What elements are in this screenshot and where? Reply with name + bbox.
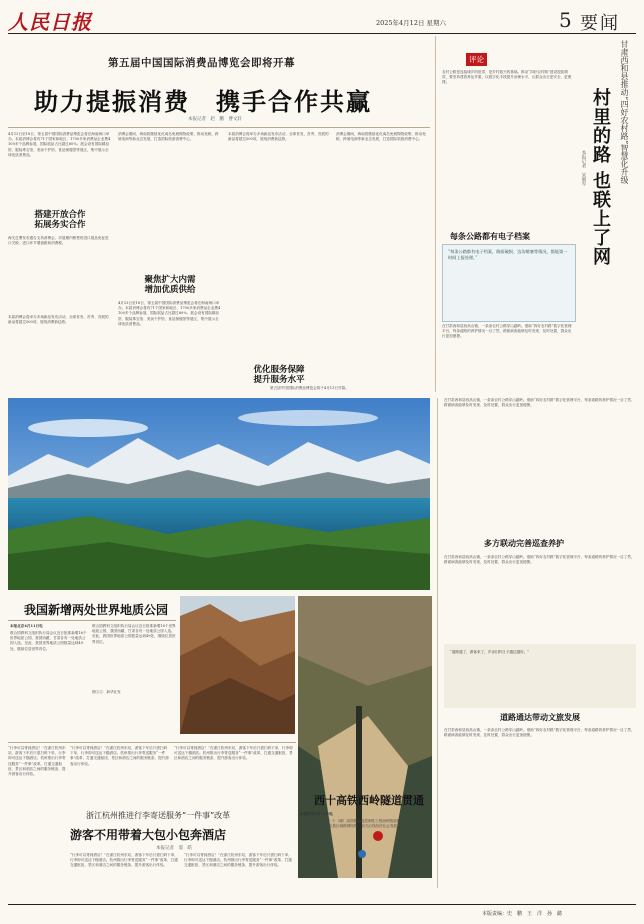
- geopark-dateline: 本报北京4月11日电: [10, 624, 43, 628]
- side-subheading-2: 多方联动完善巡查养护: [484, 538, 564, 548]
- page-editors: 本版责编：史 鹏 王 洋 孙 懿: [482, 911, 563, 917]
- side-story-label: 甘肃西和县推动“四好农村路”智慧化升级: [620, 40, 629, 185]
- side-paragraph-2: 在甘肃西和县西高山镇，一条条农村公路穿山越岭。借助“四好农村路”数字化管理平台，每条道路的养护情况一目了然，路面病害能够及时发现、及时处置，群众出行更加便捷。: [444, 398, 635, 408]
- lead-paragraph-4: 消博会期间，海南将继续优化离岛免税购物政策，推动免税、跨境电商等新业态发展，打造国际旅游消费中心。: [118, 132, 219, 142]
- lead-kicker: 第五届中国国际消费品博览会即将开幕: [108, 57, 295, 69]
- geopark-text-2: 联合国教科文组织执行局会议近日批准新增16个世界地质公园，我国西藏、甘肃各有一处地质公园入选。至此，我国世界地质公园数量达到49处，继续位居世界首位。: [92, 624, 176, 644]
- side-quote-text-2: “道路通了，游客来了，乡亲们的日子越过越好。”: [450, 650, 530, 654]
- side-story-byline: 本报记者 宋朝军: [581, 150, 586, 186]
- side-quote-text: “每条公路都有电子档案，路面破损、边沟堵塞等情况，都能第一时间上报处理。”: [448, 249, 568, 260]
- geopark-headline: 我国新增两处世界地质公园: [24, 603, 169, 617]
- side-paragraph-4: 在甘肃西和县西高山镇，一条条农村公路穿山越岭。借助“四好农村路”数字化管理平台，每条道路的养护情况一目了然，路面病害能够及时发现、及时处置，群众出行更加便捷。: [444, 728, 635, 738]
- side-subheading-3: 道路通达带动文旅发展: [500, 712, 580, 722]
- side-paragraph-3: 在甘肃西和县西高山镇，一条条农村公路穿山越岭。借助“四好农村路”数字化管理平台，每条道路的养护情况一目了然，路面病害能够及时发现、及时处置，群众出行更加便捷。: [444, 555, 635, 565]
- zhejiang-byline: 本报记者 窦 皓: [156, 846, 192, 851]
- zhejiang-headline: 游客不用带着大包小包奔酒店: [70, 828, 227, 842]
- geopark-photo-credit: 图①②：新华社发: [92, 690, 121, 694]
- zhejiang-text-1: “行李可以寄到酒店！”在浙江杭州东站，游客下车后只需扫码下单，行李即可送达下榻酒店。杭州推出行李寄送服务“一件事”改革，打通交通枢纽、景区和酒店之间的服务链条，提升游客出行体验。: [70, 853, 178, 868]
- lead-paragraph-1: 4月13日至18日，第五届中国国际消费品博览会将在海南海口举办。本届消博会将有71个国家和地区、1700多家消费品企业携4100多个品牌参展，国际展品占比超过60%。展会设有国际精品馆、服装珠宝馆、美妆个护馆、食品保健馆等展区，集中展示全球优质消费品。: [8, 132, 111, 157]
- lead-headline: 助力提振消费 携手合作共赢: [34, 87, 372, 116]
- lead-byline: 本报记者 赵 鹏 曹文轩: [188, 117, 242, 122]
- lead-paragraph-6: 本届消博会将举办多场新品发布活动，全球首发、首秀、首展的新品将超过500项，展现消费新趋势。: [228, 132, 329, 142]
- zhejiang-text-right: “行李可以寄到酒店！”在浙江杭州东站，游客下车后只需扫码下单，行李即可送达下榻酒店。杭州推出行李寄送服务“一件事”改革，打通交通枢纽、景区和酒店之间的服务链条，提升游客出行体验。: [174, 746, 293, 761]
- zhejiang-text-lead: “行李可以寄到酒店！”在浙江杭州东站，游客下车后只需扫码下单，行李即可送达下榻酒店。杭州推出行李寄送服务“一件事”改革，打通交通枢纽、景区和酒店之间的服务链条，提升游客出行体验。: [8, 746, 66, 777]
- side-story-title: 村里的路 也联上了网: [590, 88, 611, 267]
- geopark-text-1: 联合国教科文组织执行局会议近日批准新增16个世界地质公园，我国西藏、甘肃各有一处地质公园入选。至此，我国世界地质公园数量达到49处，继续位居世界首位。: [10, 631, 87, 651]
- masthead-logo: 人民日报: [8, 10, 92, 34]
- commentary-tag: 评论: [466, 53, 487, 66]
- lead-paragraph-2: 海关总署发布通告支持消博会，对展期内销售的进口展品免征进口关税、进口环节增值税和消费税。: [8, 236, 109, 246]
- page-section-name: 要闻: [580, 13, 620, 34]
- lead-note: 第五届中国国际消费品博览会将于4月13日开幕。: [270, 386, 349, 390]
- page-number: 5: [559, 8, 572, 32]
- lead-paragraph-5: 4月13日至18日，第五届中国国际消费品博览会将在海南海口举办。本届消博会将有71个国家和地区、1700多家消费品企业携4100多个品牌参展，国际展品占比超过60%。展会设有国际精品馆、服装珠宝馆、美妆个护馆、食品保健馆等展区，集中展示全球优质消费品。: [118, 301, 221, 326]
- rail-text: 4月11日，西（安）十（堰）高铁陕西段控制性工程西岭隧道顺利贯通。西十高铁建成后，将进一步完善区域路网结构，助力沿线经济社会发展。: [300, 819, 430, 829]
- lake-landscape-image: [8, 398, 430, 590]
- lake-landscape-photo: [8, 398, 430, 590]
- lead-subheading-1: 搭建开放合作 拓展务实合作: [34, 210, 86, 230]
- lead-paragraph-3: 本届消博会将举办多场新品发布活动，全球首发、首秀、首展的新品将超过500项，展现消费新趋势。: [8, 315, 109, 325]
- zhejiang-text-2: “行李可以寄到酒店！”在浙江杭州东站，游客下车后只需扫码下单，行李即可送达下榻酒店。杭州推出行李寄送服务“一件事”改革，打通交通枢纽、景区和酒店之间的服务链条，提升游客出行体验。: [184, 853, 292, 868]
- issue-date: 2025年4月12日 星期六: [376, 19, 447, 27]
- lead-paragraph-7: 消博会期间，海南将继续优化离岛免税购物政策，推动免税、跨境电商等新业态发展，打造国际旅游消费中心。: [336, 132, 426, 142]
- zhejiang-text-mid: “行李可以寄到酒店！”在浙江杭州东站，游客下车后只需扫码下单，行李即可送达下榻酒店。杭州推出行李寄送服务“一件事”改革，打通交通枢纽、景区和酒店之间的服务链条，提升游客出行体验。: [70, 746, 169, 766]
- zhejiang-kicker: 浙江杭州推进行李寄送服务“一件事”改革: [86, 811, 231, 820]
- side-paragraph-1: 在甘肃西和县西高山镇，一条条农村公路穿山越岭。借助“四好农村路”数字化管理平台，每条道路的养护情况一目了然，路面病害能够及时发现、及时处置，群众出行更加便捷。: [442, 324, 572, 339]
- lead-subheading-2: 聚焦扩大内需 增加优质供给: [144, 275, 196, 295]
- lead-subheading-3: 优化服务保障 提升服务水平: [253, 365, 305, 385]
- rail-headline: 西十高铁西岭隧道贯通: [314, 794, 424, 807]
- geopark-cliff-photo: [180, 596, 295, 734]
- cliff-image: [180, 596, 295, 734]
- side-subheading-1: 每条公路都有电子档案: [450, 231, 530, 241]
- commentary-text: 农村公路是连接城乡的纽带，是乡村振兴的基础。推动“四好农村路”建设提质增效，要坚持建管养运并重，以数字化手段提升治理水平，让群众出行更安全、更便捷。: [442, 70, 572, 85]
- rail-dateline: 本报西安4月11日电: [300, 812, 333, 816]
